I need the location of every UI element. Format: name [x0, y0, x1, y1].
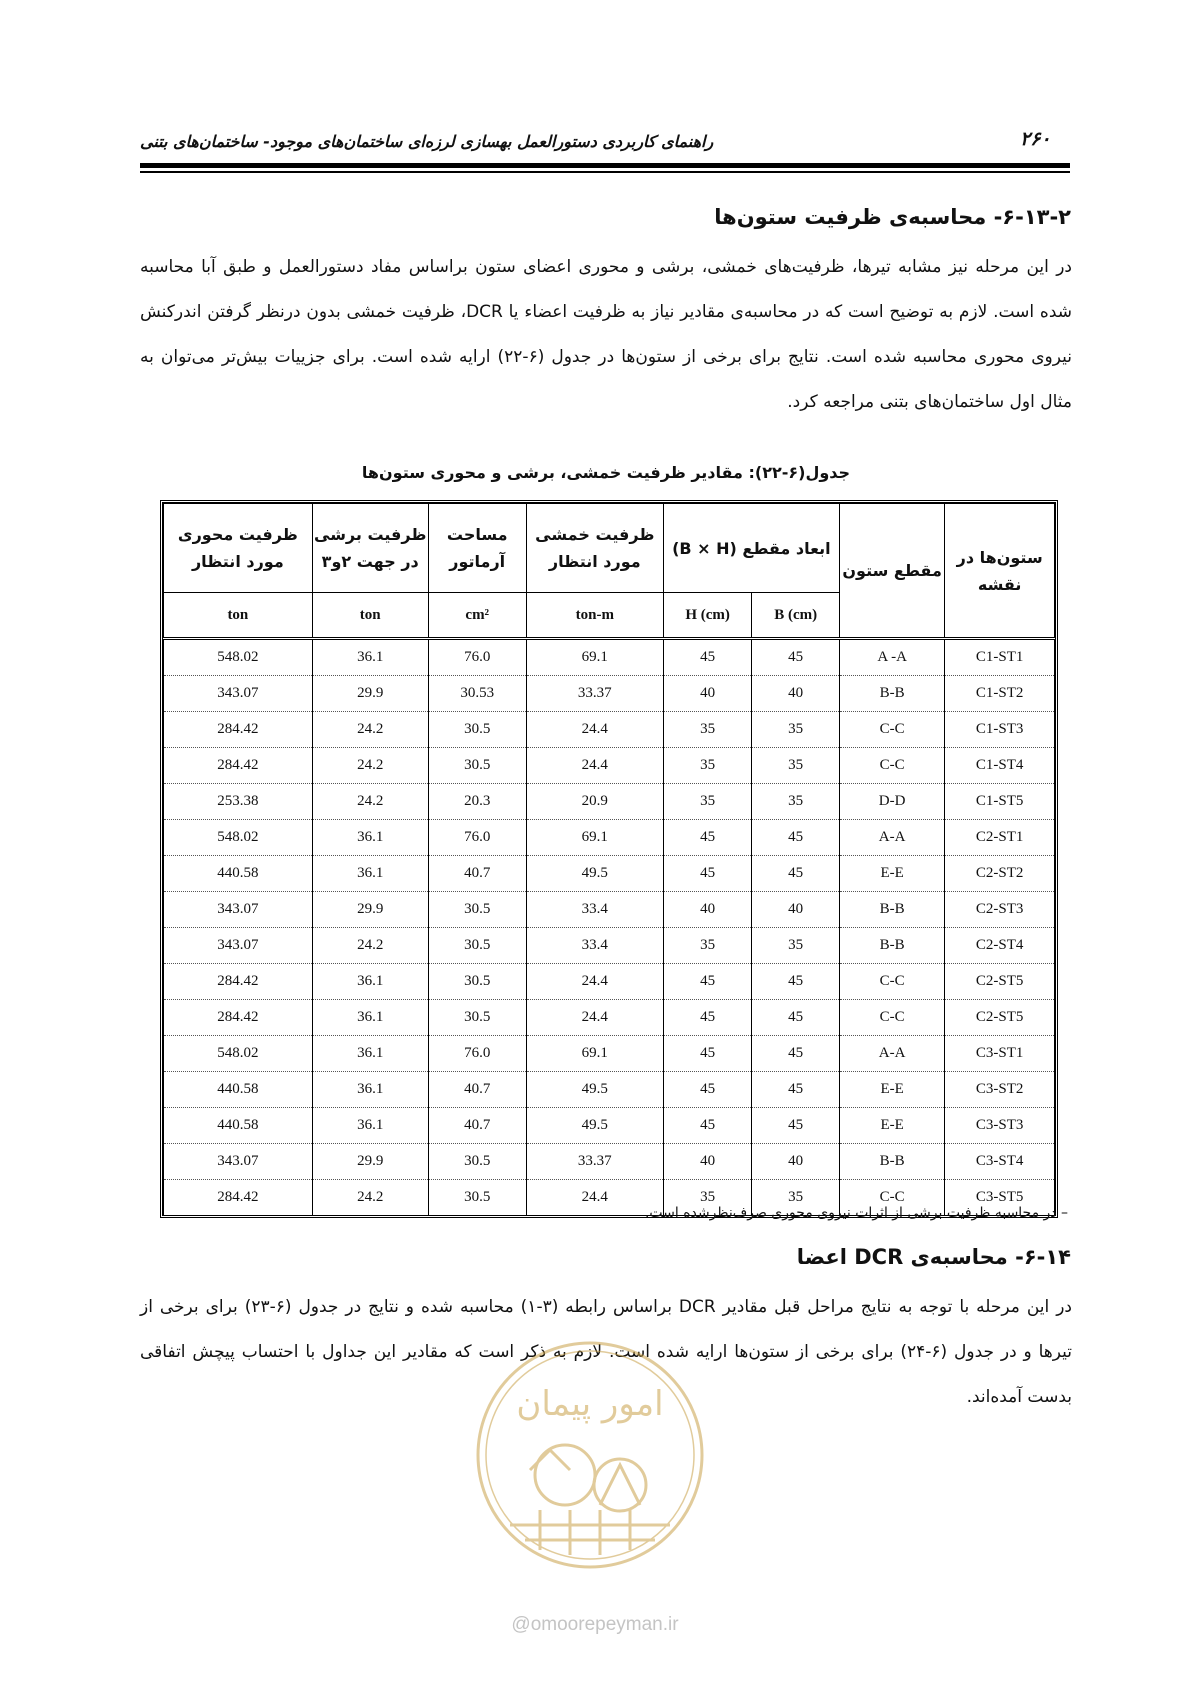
watermark-logo-text: امور پیمان — [516, 1384, 664, 1424]
cell-flexural: 69.1 — [526, 1036, 663, 1072]
cell-axial: 343.07 — [164, 1144, 313, 1180]
table-caption: جدول(۶-۲۲): مقادیر ظرفیت خمشی، برشی و محوری ستون‌ها — [361, 463, 851, 482]
cell-shear: 24.2 — [312, 1180, 428, 1216]
cell-rebar-area: 30.5 — [428, 1000, 526, 1036]
cell-shear: 29.9 — [312, 892, 428, 928]
cell-column-id: C2-ST5 — [945, 964, 1055, 1000]
cell-column-id: C2-ST4 — [945, 928, 1055, 964]
cell-section: B-B — [839, 892, 944, 928]
unit-shear: ton — [312, 593, 428, 639]
cell-axial: 284.42 — [164, 748, 313, 784]
table-row — [164, 1000, 1055, 1036]
table-row — [164, 820, 1055, 856]
cell-b: 45 — [752, 820, 840, 856]
page-number: ۲۶۰ — [1020, 128, 1051, 150]
cell-axial: 343.07 — [164, 676, 313, 712]
cell-flexural: 33.4 — [526, 892, 663, 928]
cell-flexural: 24.4 — [526, 1000, 663, 1036]
section-title-columns-capacity: ۶-۱۳-۲- محاسبه‌ی ظرفیت ستون‌ها — [714, 205, 1071, 229]
cell-flexural: 33.4 — [526, 928, 663, 964]
unit-b: B (cm) — [752, 593, 840, 639]
cell-column-id: C1-ST4 — [945, 748, 1055, 784]
cell-section: C-C — [839, 712, 944, 748]
cell-flexural: 69.1 — [526, 639, 663, 676]
cell-rebar-area: 30.5 — [428, 892, 526, 928]
cell-b: 35 — [752, 1180, 840, 1216]
paragraph-text: در این مرحله نیز مشابه تیرها، ظرفیت‌های خمشی، برشی و محوری اعضای ستون براساس مفاد دستورالعمل و طبق آبا محاسبه شده است. لازم به توضیح است که در محاسبه‌ی مقادیر نیاز به ظرفیت اعضاء یا DCR، ظرفیت خمشی بدون درنظر گرفتن اندرکنش نیروی محوری محاسبه شده است. نتایج برای برخی از ستون‌ها در جدول (۶-۲۲) ارایه شده است. برای جزییات بیش‌تر می‌توان به مثال اول ساختمان‌های بتنی مراجعه کرد. — [140, 257, 1072, 412]
cell-shear: 36.1 — [312, 820, 428, 856]
capacity-table-grid — [163, 503, 1055, 1215]
cell-b: 45 — [752, 1108, 840, 1144]
cell-b: 45 — [752, 1072, 840, 1108]
cell-section: B-B — [839, 676, 944, 712]
cell-flexural: 49.5 — [526, 856, 663, 892]
cell-column-id: C3-ST2 — [945, 1072, 1055, 1108]
cell-axial: 253.38 — [164, 784, 313, 820]
cell-shear: 36.1 — [312, 856, 428, 892]
cell-h: 40 — [663, 676, 752, 712]
unit-flexural: ton-m — [526, 593, 663, 639]
cell-shear: 36.1 — [312, 1036, 428, 1072]
cell-b: 35 — [752, 928, 840, 964]
cell-section: A-A — [839, 1036, 944, 1072]
cell-axial: 440.58 — [164, 856, 313, 892]
cell-axial: 284.42 — [164, 964, 313, 1000]
header-flexural-capacity: ظرفیت خمشی مورد انتظار — [526, 504, 663, 593]
table-row — [164, 748, 1055, 784]
cell-h: 45 — [663, 1108, 752, 1144]
table-body — [164, 639, 1055, 1216]
cell-shear: 36.1 — [312, 1108, 428, 1144]
cell-section: C-C — [839, 1000, 944, 1036]
cell-column-id: C2-ST2 — [945, 856, 1055, 892]
cell-rebar-area: 76.0 — [428, 1036, 526, 1072]
cell-flexural: 24.4 — [526, 748, 663, 784]
cell-rebar-area: 40.7 — [428, 1108, 526, 1144]
cell-axial: 440.58 — [164, 1072, 313, 1108]
cell-shear: 24.2 — [312, 928, 428, 964]
header-rebar-area: مساحت آرماتور — [428, 504, 526, 593]
unit-rebar-area: cm² — [428, 593, 526, 639]
publisher-watermark-logo — [470, 1335, 710, 1575]
header-rule-thin — [140, 171, 1070, 173]
cell-h: 35 — [663, 1180, 752, 1216]
cell-h: 45 — [663, 1036, 752, 1072]
cell-section: B-B — [839, 1144, 944, 1180]
cell-h: 45 — [663, 639, 752, 676]
cell-b: 45 — [752, 1036, 840, 1072]
cell-h: 40 — [663, 892, 752, 928]
cell-axial: 343.07 — [164, 928, 313, 964]
cell-flexural: 49.5 — [526, 1072, 663, 1108]
cell-rebar-area: 30.5 — [428, 1180, 526, 1216]
cell-axial: 284.42 — [164, 712, 313, 748]
cell-h: 45 — [663, 1072, 752, 1108]
cell-h: 35 — [663, 928, 752, 964]
section-title-dcr: ۶-۱۴- محاسبه‌ی DCR اعضا — [796, 1245, 1071, 1269]
cell-section: E-E — [839, 1108, 944, 1144]
cell-column-id: C1-ST2 — [945, 676, 1055, 712]
cell-column-id: C1-ST3 — [945, 712, 1055, 748]
table-row — [164, 1036, 1055, 1072]
cell-rebar-area: 30.5 — [428, 928, 526, 964]
cell-b: 40 — [752, 1144, 840, 1180]
cell-column-id: C3-ST3 — [945, 1108, 1055, 1144]
table-row — [164, 1072, 1055, 1108]
cell-rebar-area: 30.5 — [428, 964, 526, 1000]
table-row — [164, 1144, 1055, 1180]
capacity-table — [160, 500, 1058, 1218]
cell-rebar-area: 40.7 — [428, 856, 526, 892]
watermark-url: @omoorepeyman.ir — [511, 1614, 679, 1635]
running-title: راهنمای کاربردی دستورالعمل بهسازی لرزه‌ای ساختمان‌های موجود- ساختمان‌های بتنی — [140, 132, 714, 151]
cell-b: 40 — [752, 676, 840, 712]
cell-h: 45 — [663, 1000, 752, 1036]
cell-h: 45 — [663, 964, 752, 1000]
cell-axial: 548.02 — [164, 1036, 313, 1072]
cell-rebar-area: 30.5 — [428, 712, 526, 748]
unit-axial: ton — [164, 593, 313, 639]
cell-h: 45 — [663, 856, 752, 892]
cell-column-id: C2-ST3 — [945, 892, 1055, 928]
cell-h: 35 — [663, 712, 752, 748]
cell-shear: 24.2 — [312, 784, 428, 820]
cell-flexural: 24.4 — [526, 964, 663, 1000]
cell-h: 40 — [663, 1144, 752, 1180]
table-footnote: – در محاسبه ظرفیت برشی از اثرات نیروی محوری صرف‌نظرشده است. — [644, 1205, 1068, 1221]
cell-axial: 548.02 — [164, 639, 313, 676]
cell-b: 45 — [752, 856, 840, 892]
cell-flexural: 33.37 — [526, 676, 663, 712]
cell-column-id: C1-ST1 — [945, 639, 1055, 676]
cell-axial: 284.42 — [164, 1000, 313, 1036]
header-section: مقطع ستون — [839, 504, 944, 639]
cell-section: D-D — [839, 784, 944, 820]
cell-column-id: C3-ST1 — [945, 1036, 1055, 1072]
header-rule-thick — [140, 163, 1070, 168]
table-row — [164, 712, 1055, 748]
cell-section: A -A — [839, 639, 944, 676]
table-row — [164, 892, 1055, 928]
table-row — [164, 856, 1055, 892]
cell-flexural: 49.5 — [526, 1108, 663, 1144]
cell-section: E-E — [839, 1072, 944, 1108]
table-row — [164, 964, 1055, 1000]
cell-flexural: 69.1 — [526, 820, 663, 856]
cell-shear: 29.9 — [312, 676, 428, 712]
table-header-row — [164, 504, 1055, 593]
cell-flexural: 24.4 — [526, 712, 663, 748]
table-row — [164, 1108, 1055, 1144]
cell-rebar-area: 30.53 — [428, 676, 526, 712]
cell-h: 45 — [663, 820, 752, 856]
cell-flexural: 24.4 — [526, 1180, 663, 1216]
cell-b: 40 — [752, 892, 840, 928]
cell-axial: 548.02 — [164, 820, 313, 856]
table-row — [164, 639, 1055, 676]
cell-column-id: C2-ST5 — [945, 1000, 1055, 1036]
cell-axial: 343.07 — [164, 892, 313, 928]
header-shear-capacity: ظرفیت برشی در جهت ۲و۳ — [312, 504, 428, 593]
cell-shear: 36.1 — [312, 1072, 428, 1108]
cell-section: C-C — [839, 964, 944, 1000]
cell-b: 35 — [752, 748, 840, 784]
cell-h: 35 — [663, 748, 752, 784]
cell-shear: 24.2 — [312, 748, 428, 784]
cell-b: 45 — [752, 1000, 840, 1036]
header-axial-capacity: ظرفیت محوری مورد انتظار — [164, 504, 313, 593]
cell-section: E-E — [839, 856, 944, 892]
cell-section: C-C — [839, 1180, 944, 1216]
cell-shear: 36.1 — [312, 1000, 428, 1036]
table-row — [164, 676, 1055, 712]
header-dimensions: ابعاد مقطع (B × H) — [663, 504, 839, 593]
cell-section: A-A — [839, 820, 944, 856]
table-row — [164, 784, 1055, 820]
paragraph-text: در این مرحله با توجه به نتایج مراحل قبل مقادیر DCR براساس رابطه (۳-۱) محاسبه شده و نتایج در جدول (۶-۲۳) برای برخی از تیرها و در جدول (۶-۲۴) برای برخی از ستون‌ها ارایه شده است. لازم به ذکر است که مقادیر این جداول با احتساب پیچش اتفاقی بدست آمده‌اند. — [140, 1297, 1072, 1407]
cell-rebar-area: 20.3 — [428, 784, 526, 820]
table-row — [164, 928, 1055, 964]
cell-column-id: C3-ST4 — [945, 1144, 1055, 1180]
cell-rebar-area: 40.7 — [428, 1072, 526, 1108]
cell-column-id: C3-ST5 — [945, 1180, 1055, 1216]
cell-shear: 29.9 — [312, 1144, 428, 1180]
cell-flexural: 20.9 — [526, 784, 663, 820]
cell-b: 45 — [752, 639, 840, 676]
cell-h: 35 — [663, 784, 752, 820]
unit-h: H (cm) — [663, 593, 752, 639]
cell-rebar-area: 30.5 — [428, 748, 526, 784]
cell-column-id: C1-ST5 — [945, 784, 1055, 820]
cell-flexural: 33.37 — [526, 1144, 663, 1180]
cell-column-id: C2-ST1 — [945, 820, 1055, 856]
cell-shear: 24.2 — [312, 712, 428, 748]
header-column-id: ستون‌ها در نقشه — [945, 504, 1055, 639]
cell-axial: 440.58 — [164, 1108, 313, 1144]
cell-b: 45 — [752, 964, 840, 1000]
cell-shear: 36.1 — [312, 964, 428, 1000]
cell-shear: 36.1 — [312, 639, 428, 676]
cell-section: B-B — [839, 928, 944, 964]
cell-rebar-area: 76.0 — [428, 639, 526, 676]
cell-axial: 284.42 — [164, 1180, 313, 1216]
cell-b: 35 — [752, 712, 840, 748]
cell-rebar-area: 76.0 — [428, 820, 526, 856]
section-paragraph-columns-capacity — [140, 245, 1072, 425]
cell-section: C-C — [839, 748, 944, 784]
cell-rebar-area: 30.5 — [428, 1144, 526, 1180]
cell-b: 35 — [752, 784, 840, 820]
